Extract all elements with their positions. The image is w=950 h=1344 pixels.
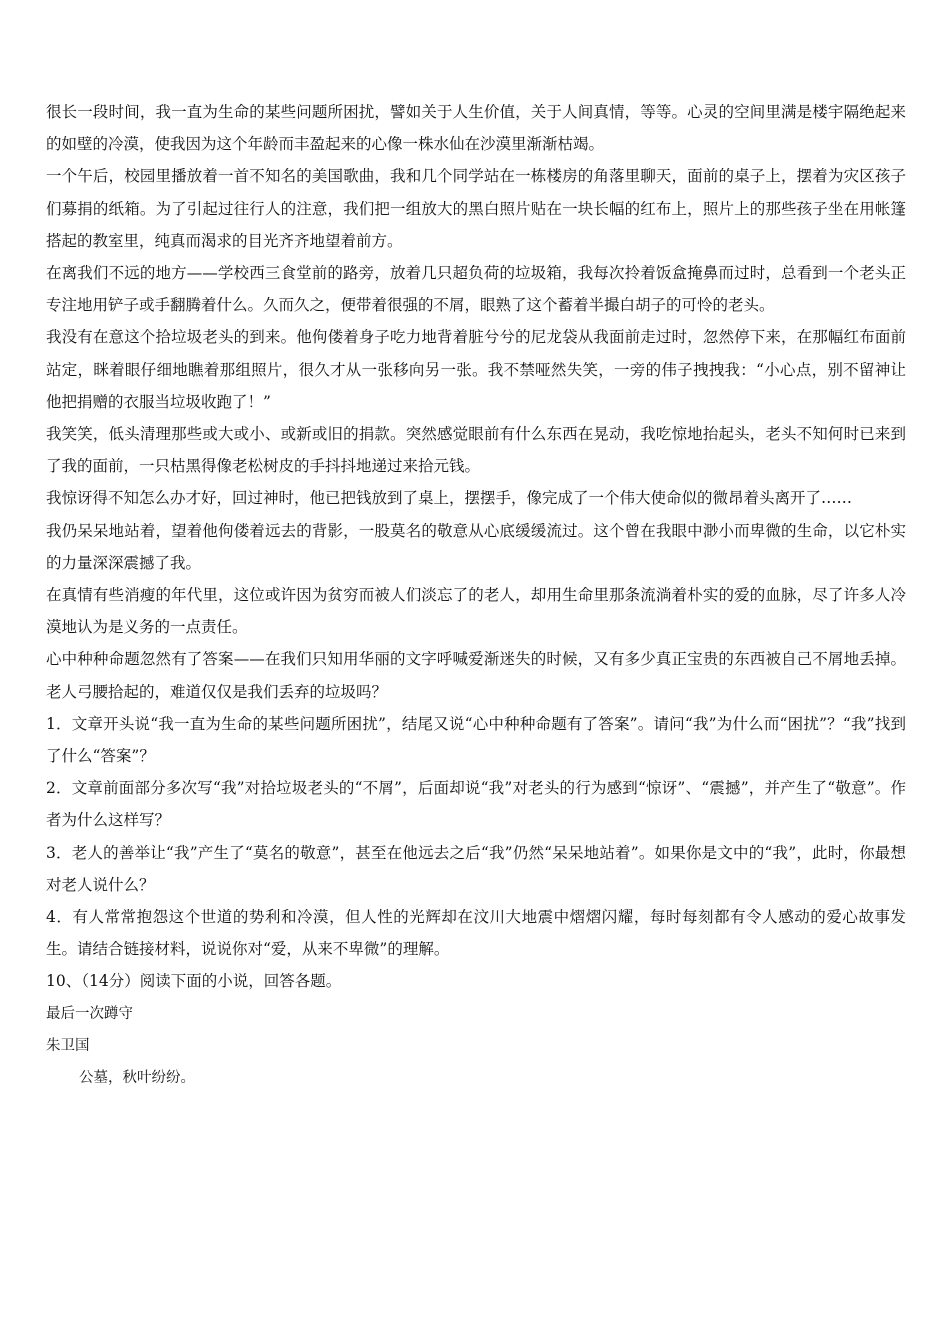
paragraph-5: 我笑笑，低头清理那些或大或小、或新或旧的捐款。突然感觉眼前有什么东西在晃动，我吃惊地抬起头，老头不知何时已来到了我的面前，一只枯黑得像老松树皮的手抖抖地递过来拾元钱。 xyxy=(46,425,906,476)
paragraph-9: 心中种种命题忽然有了答案——在我们只知用华丽的文字呼喊爱渐迷失的时候，又有多少真正宝贵的东西被自己不屑地丢掉。老人弓腰拾起的，难道仅仅是我们丢弃的垃圾吗？ xyxy=(46,650,906,701)
paragraph-4: 我没有在意这个拾垃圾老头的到来。他佝偻着身子吃力地背着脏兮兮的尼龙袋从我面前走过时，忽然停下来，在那幅红布面前站定，眯着眼仔细地瞧着那组照片，很久才从一张移向另一张。我不禁哑然失笑，一旁的伟子拽拽我：“小心点，别不留神让他把捐赠的衣服当垃圾收跑了！” xyxy=(46,328,906,411)
question-3: 3．老人的善举让“我”产生了“莫名的敬意”，甚至在他远去之后“我”仍然“呆呆地站着”。如果你是文中的“我”，此时，你最想对老人说什么？ xyxy=(46,843,906,894)
section-10-instruction: 10、（14分）阅读下面的小说，回答各题。 xyxy=(46,972,342,991)
document-body xyxy=(46,96,906,1094)
paragraph-8: 在真情有些消瘦的年代里，这位或许因为贫穷而被人们淡忘了的老人，却用生命里那条流淌着朴实的爱的血脉，尽了许多人冷漠地认为是义务的一点责任。 xyxy=(46,586,906,637)
story-title: 最后一次蹲守 xyxy=(46,1005,133,1022)
paragraph-1: 很长一段时间，我一直为生命的某些问题所困扰，譬如关于人生价值，关于人间真情，等等。心灵的空间里满是楼宇隔绝起来的如壁的冷漠，使我因为这个年龄而丰盈起来的心像一株水仙在沙漠里渐渐枯竭。 xyxy=(46,103,906,154)
paragraph-6: 我惊讶得不知怎么办才好，回过神时，他已把钱放到了桌上，摆摆手，像完成了一个伟大使命似的微昂着头离开了…… xyxy=(46,489,853,508)
story-first-line: 公墓，秋叶纷纷。 xyxy=(79,1070,195,1087)
paragraph-2: 一个午后，校园里播放着一首不知名的美国歌曲，我和几个同学站在一栋楼房的角落里聊天，面前的桌子上，摆着为灾区孩子们募捐的纸箱。为了引起过往行人的注意，我们把一组放大的黑白照片贴在一块长幅的红布上，照片上的那些孩子坐在用帐篷搭起的教室里，纯真而渴求的目光齐齐地望着前方。 xyxy=(46,167,906,250)
story-author: 朱卫国 xyxy=(46,1037,90,1054)
paragraph-3: 在离我们不远的地方——学校西三食堂前的路旁，放着几只超负荷的垃圾箱，我每次拎着饭盒掩鼻而过时，总看到一个老头正专注地用铲子或手翻腾着什么。久而久之，便带着很强的不屑，眼熟了这个蓄着半撮白胡子的可怜的老头。 xyxy=(46,264,906,315)
question-1: 1．文章开头说“我一直为生命的某些问题所困扰”，结尾又说“心中种种命题有了答案”。请问“我”为什么而“困扰”？“我”找到了什么“答案”？ xyxy=(46,714,906,766)
question-4: 4．有人常常抱怨这个世道的势利和冷漠，但人性的光辉却在汶川大地震中熠熠闪耀，每时每刻都有令人感动的爱心故事发生。请结合链接材料，说说你对“爱，从来不卑微”的理解。 xyxy=(46,908,906,959)
question-2: 2．文章前面部分多次写“我”对拾垃圾老头的“不屑”，后面却说“我”对老头的行为感到“惊讶”、“震撼”，并产生了“敬意”。作者为什么这样写？ xyxy=(46,779,906,830)
paragraph-7: 我仍呆呆地站着，望着他佝偻着远去的背影，一股莫名的敬意从心底缓缓流过。这个曾在我眼中渺小而卑微的生命，以它朴实的力量深深震撼了我。 xyxy=(46,521,906,572)
